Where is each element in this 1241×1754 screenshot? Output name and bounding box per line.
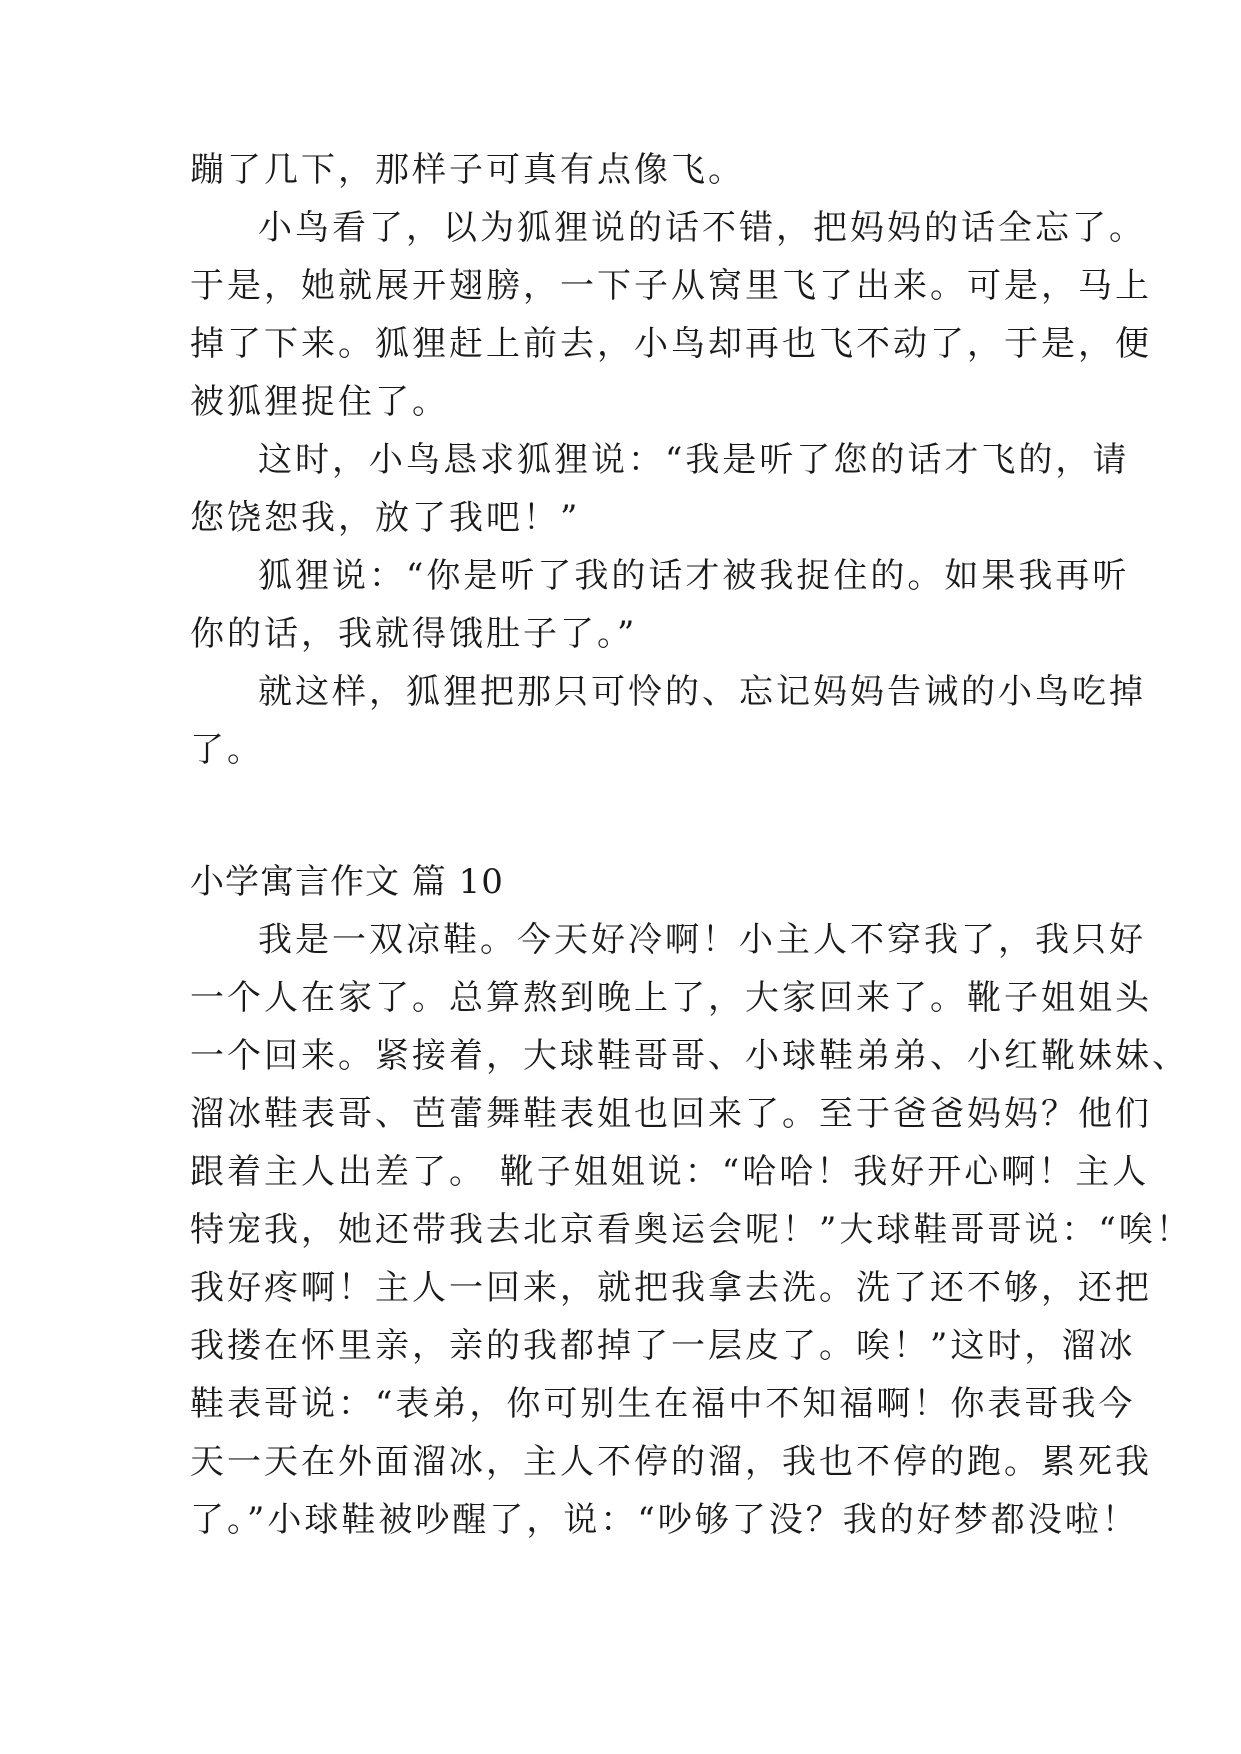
text-line: 我是一双凉鞋。今天好冷啊！小主人不穿我了，我只好 [258, 920, 1146, 960]
text-line: 你的话，我就得饿肚子了。” [190, 614, 638, 654]
text-line: 了。”小球鞋被吵醒了，说：“吵够了没？我的好梦都没啦！ [190, 1500, 1139, 1540]
text-line: 我好疼啊！主人一回来，就把我拿去洗。洗了还不够，还把 [190, 1268, 1152, 1308]
text-line: 一个人在家了。总算熬到晚上了，大家回来了。靴子姐姐头 [190, 978, 1152, 1018]
section-heading: 小学寓言作文 篇 10 [190, 862, 504, 902]
text-line: 溜冰鞋表哥、芭蕾舞鞋表姐也回来了。至于爸爸妈妈？他们 [190, 1094, 1152, 1134]
text-line: 掉了下来。狐狸赶上前去，小鸟却再也飞不动了，于是，便 [190, 324, 1152, 364]
text-line: 小鸟看了，以为狐狸说的话不错，把妈妈的话全忘了。 [258, 208, 1146, 248]
text-line: 于是，她就展开翅膀，一下子从窝里飞了出来。可是，马上 [190, 266, 1152, 306]
text-line: 蹦了几下，那样子可真有点像飞。 [190, 150, 745, 190]
text-line: 这时，小鸟恳求狐狸说：“我是听了您的话才飞的，请 [258, 440, 1130, 480]
text-line: 狐狸说：“你是听了我的话才被我捉住的。如果我再听 [258, 556, 1130, 596]
text-line: 跟着主人出差了。 靴子姐姐说：“哈哈！我好开心啊！主人 [190, 1152, 1150, 1192]
text-line: 被狐狸捉住了。 [190, 382, 449, 422]
text-line: 特宠我，她还带我去北京看奥运会呢！”大球鞋哥哥说：“唉！ [190, 1210, 1193, 1250]
text-line: 鞋表哥说：“表弟，你可别生在福中不知福啊！你表哥我今 [190, 1384, 1136, 1424]
text-line: 天一天在外面溜冰，主人不停的溜，我也不停的跑。累死我 [190, 1442, 1152, 1482]
text-line: 了。 [190, 730, 264, 770]
text-line: 我搂在怀里亲，亲的我都掉了一层皮了。唉！”这时，溜冰 [190, 1326, 1136, 1366]
text-line: 您饶恕我，放了我吧！” [190, 498, 581, 538]
text-line: 就这样，狐狸把那只可怜的、忘记妈妈告诫的小鸟吃掉 [258, 672, 1146, 712]
text-line: 一个回来。紧接着，大球鞋哥哥、小球鞋弟弟、小红靴妹妹、 [190, 1036, 1189, 1076]
